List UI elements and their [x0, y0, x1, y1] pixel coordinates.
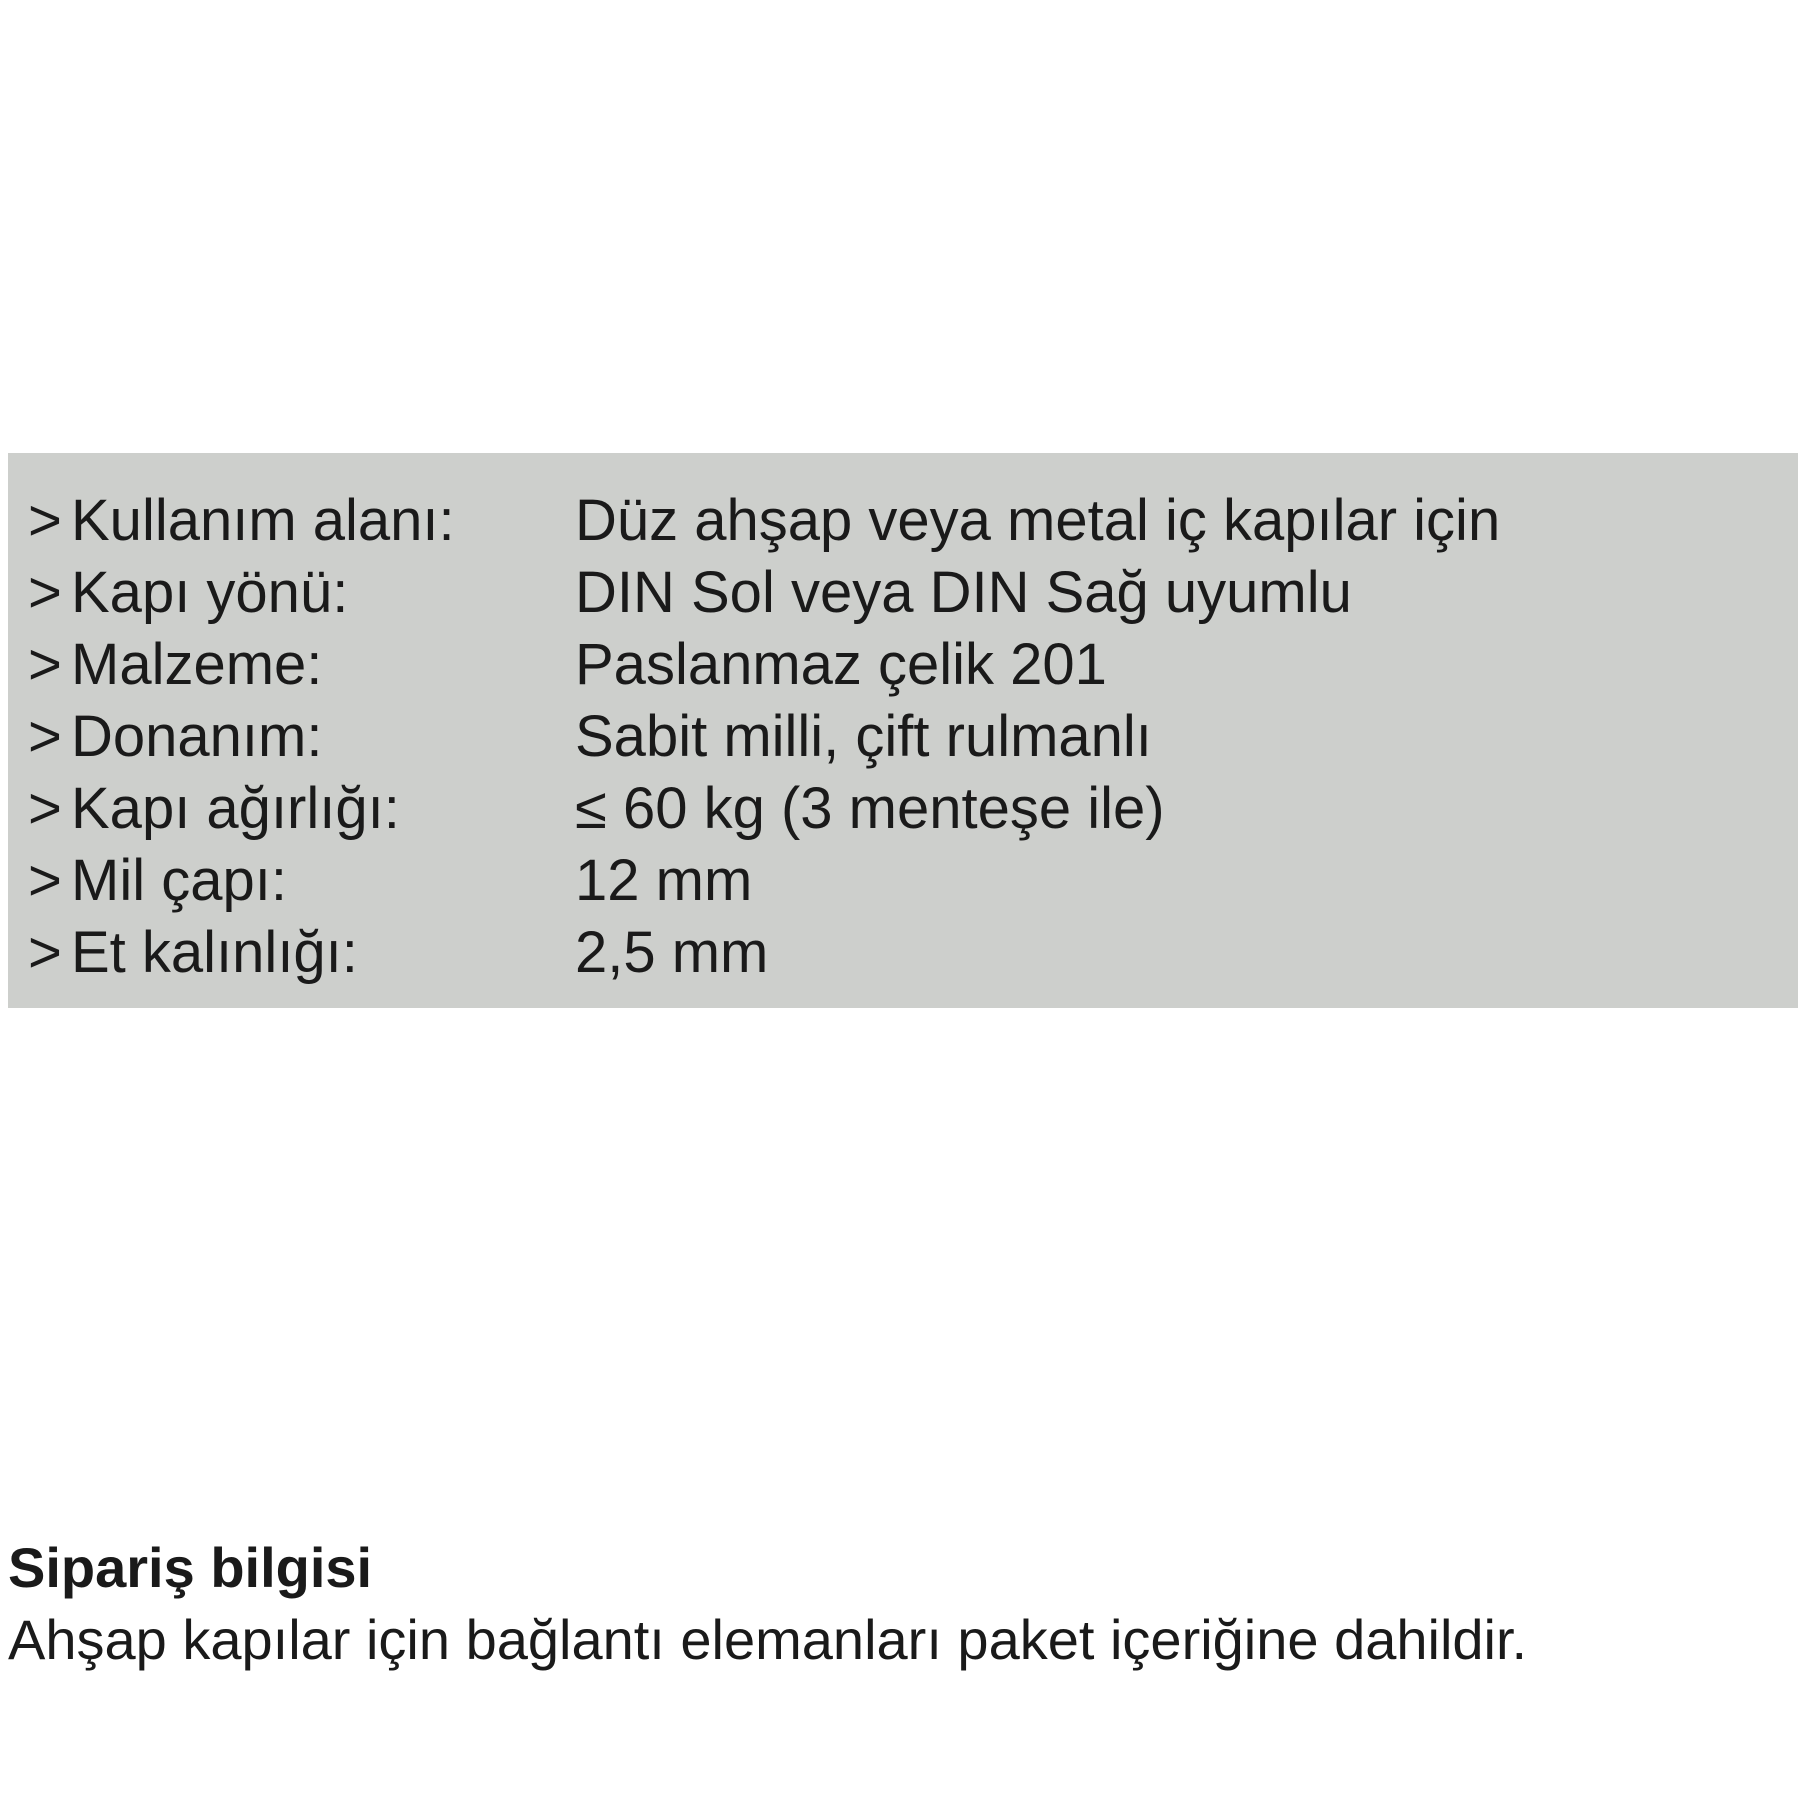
spec-row-door-weight: [8, 773, 1798, 845]
spec-label: Kapı yönü:: [71, 560, 349, 625]
bullet-marker: >: [28, 488, 62, 553]
spec-row-material: [8, 629, 1798, 701]
spec-value: 2,5 mm: [575, 920, 769, 985]
spec-row-thickness: [8, 917, 1798, 989]
spec-row-hardware: [8, 701, 1798, 773]
spec-row-usage-area: [8, 485, 1798, 557]
spec-row-pin-diameter: [8, 845, 1798, 917]
spec-value: Düz ahşap veya metal iç kapılar için: [575, 488, 1501, 553]
order-info-text: Ahşap kapılar için bağlantı elemanları paket içeriğine dahildir.: [8, 1608, 1528, 1671]
spec-label: Kullanım alanı:: [71, 488, 455, 553]
order-info-title: Sipariş bilgisi: [8, 1536, 373, 1599]
bullet-marker: >: [28, 776, 62, 841]
spec-value: Sabit milli, çift rulmanlı: [575, 704, 1152, 769]
bullet-marker: >: [28, 632, 62, 697]
spec-value: 12 mm: [575, 848, 753, 913]
bullet-marker: >: [28, 848, 62, 913]
spec-value: ≤ 60 kg (3 menteşe ile): [575, 776, 1165, 841]
spec-row-door-direction: [8, 557, 1798, 629]
bullet-marker: >: [28, 560, 62, 625]
spec-value: Paslanmaz çelik 201: [575, 632, 1107, 697]
bullet-marker: >: [28, 920, 62, 985]
spec-label: Mil çapı:: [71, 848, 287, 913]
spec-panel: [8, 453, 1798, 1008]
spec-value: DIN Sol veya DIN Sağ uyumlu: [575, 560, 1352, 625]
spec-label: Kapı ağırlığı:: [71, 776, 400, 841]
spec-label: Donanım:: [71, 704, 323, 769]
bullet-marker: >: [28, 704, 62, 769]
spec-label: Malzeme:: [71, 632, 323, 697]
spec-label: Et kalınlığı:: [71, 920, 358, 985]
